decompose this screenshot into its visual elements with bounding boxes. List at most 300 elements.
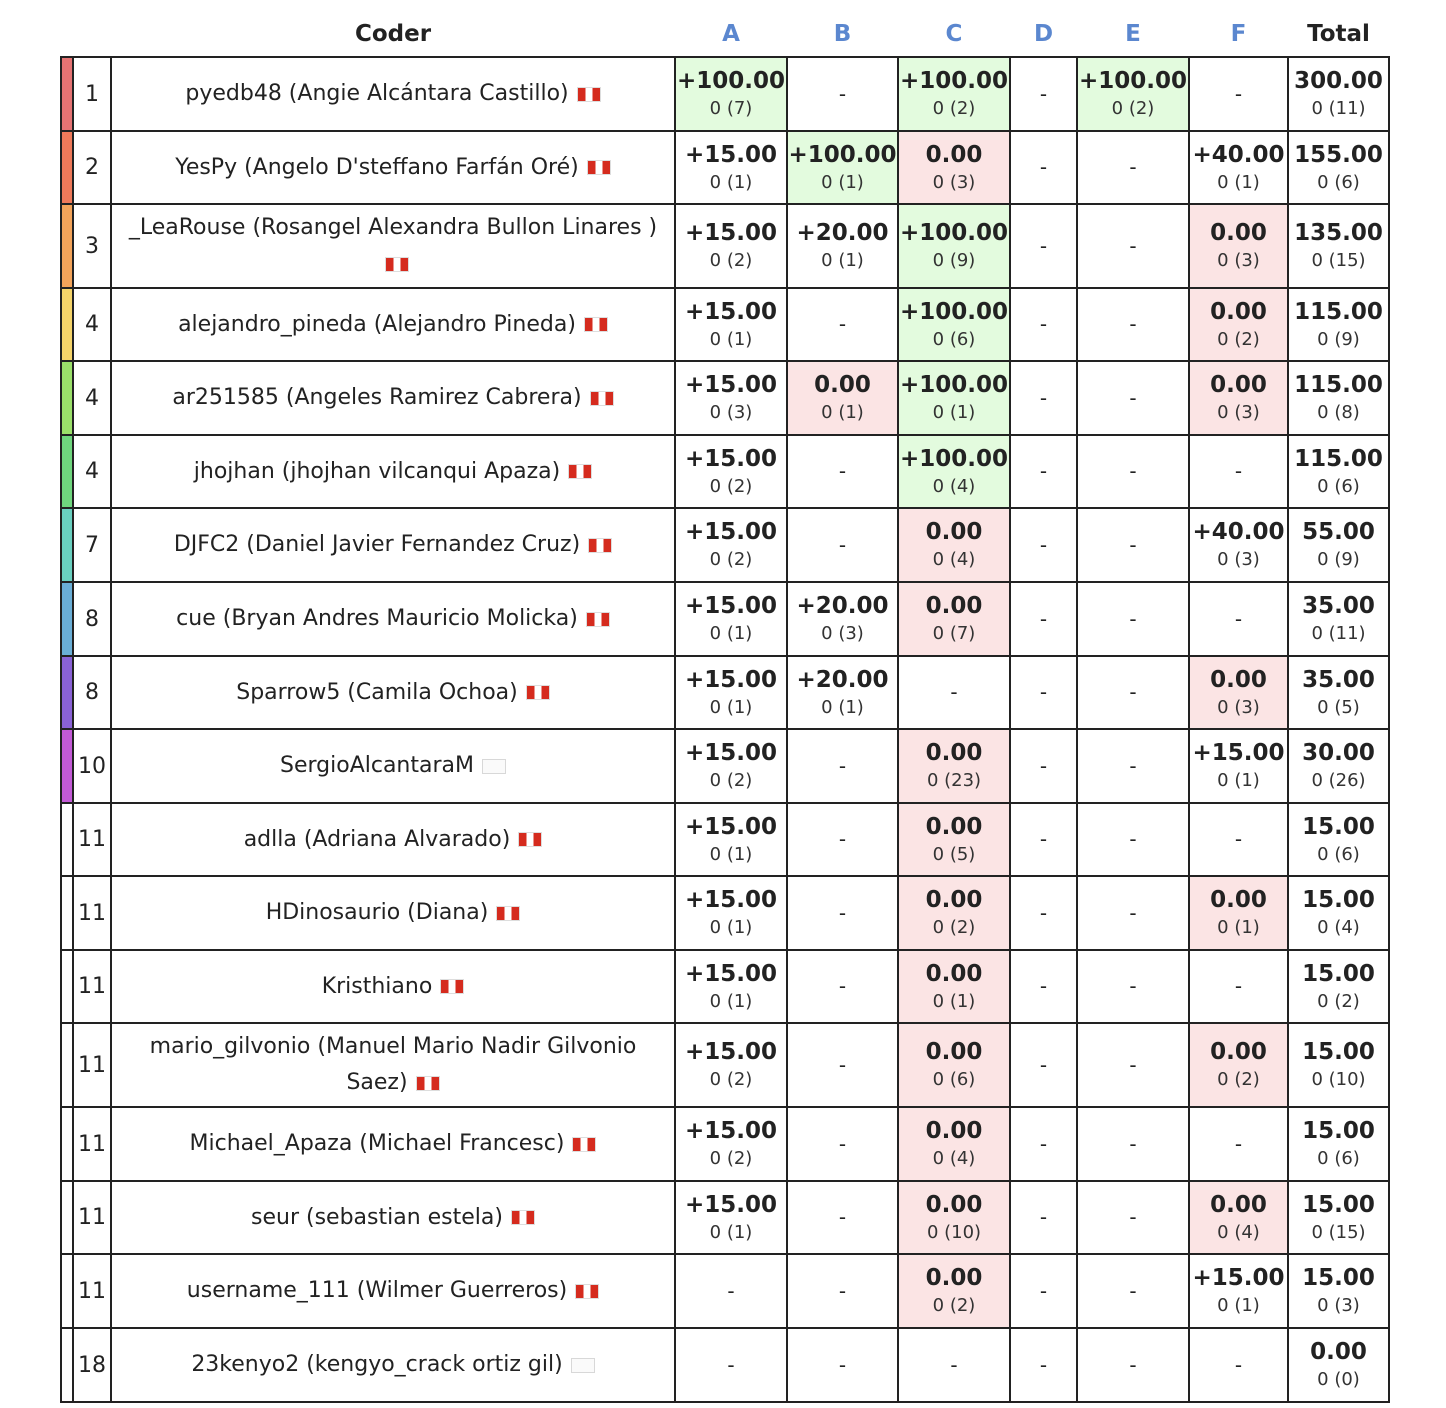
problem-attempts: 0 (1) (821, 696, 864, 718)
no-attempt-dash: - (1129, 1205, 1137, 1229)
problem-attempts: 0 (2) (709, 1148, 753, 1169)
total-score: 15.00 (1302, 887, 1375, 913)
problem-e-cell (1077, 876, 1189, 950)
problem-score: +15.00 (684, 1039, 778, 1065)
problem-attempts: 0 (1) (821, 171, 864, 193)
problem-c-cell[interactable] (898, 582, 1010, 656)
problem-a-cell[interactable] (675, 1181, 787, 1254)
problem-b-cell[interactable] (787, 656, 898, 729)
total-attempts: 0 (6) (1317, 171, 1360, 193)
problem-f-cell (1189, 803, 1288, 876)
problem-c-cell[interactable] (898, 508, 1010, 582)
problem-score: +15.00 (684, 220, 778, 246)
total-cell (1288, 1107, 1389, 1181)
coder-cell (111, 1254, 675, 1328)
no-attempt-dash: - (838, 81, 847, 106)
no-attempt-dash: - (1039, 974, 1048, 998)
problem-attempts: 0 (2) (932, 1295, 976, 1316)
no-attempt-dash: - (838, 974, 847, 998)
problem-e-cell (1077, 803, 1189, 876)
problem-attempts: 0 (2) (709, 475, 753, 497)
total-attempts: 0 (2) (1317, 990, 1360, 1012)
total-attempts: 0 (10) (1311, 1069, 1366, 1090)
problem-f-cell[interactable] (1189, 729, 1288, 803)
no-attempt-dash: - (1039, 1352, 1048, 1377)
rank-cell: 11 (73, 876, 111, 950)
problem-c-cell[interactable] (898, 1023, 1010, 1107)
rank-cell: 11 (73, 1023, 111, 1107)
total-score: 15.00 (1302, 1191, 1375, 1218)
coder-name-link[interactable]: YesPy (Angelo D'steffano Farfán Oré) (175, 154, 579, 180)
coder-cell (111, 131, 675, 204)
problem-b-cell[interactable] (787, 204, 898, 288)
rank-cell: 8 (73, 582, 111, 656)
problem-c-cell[interactable] (898, 288, 1010, 361)
problem-score: 0.00 (1210, 1191, 1267, 1218)
no-attempt-dash: - (1039, 827, 1048, 851)
problem-d-header[interactable]: D (1033, 21, 1054, 47)
no-attempt-dash: - (838, 827, 847, 851)
no-attempt-dash: - (727, 1352, 735, 1377)
no-attempt-dash: - (1039, 532, 1048, 557)
problem-a-cell[interactable] (675, 131, 787, 204)
peru-flag-icon (584, 317, 608, 332)
coder-name-link[interactable]: DJFC2 (Daniel Javier Fernandez Cruz) (173, 532, 581, 557)
table-row (61, 1107, 1389, 1181)
problem-e-cell (1077, 131, 1189, 204)
coder-name-link[interactable]: Michael_Apaza (Michael Francesc) (189, 1131, 565, 1156)
problem-a-cell[interactable] (675, 508, 787, 582)
peru-flag-icon (526, 685, 550, 700)
problem-f-cell[interactable] (1189, 1023, 1288, 1107)
no-attempt-dash: - (1039, 459, 1048, 483)
problem-score: +100.00 (899, 298, 1009, 325)
problem-attempts: 0 (6) (932, 328, 976, 350)
problem-attempts: 0 (3) (1217, 549, 1260, 570)
no-attempt-dash: - (838, 1052, 847, 1077)
problem-f-cell (1189, 435, 1288, 508)
problem-attempts: 0 (4) (932, 549, 976, 570)
problem-f-cell[interactable] (1189, 1254, 1288, 1328)
problem-a-cell (675, 1254, 787, 1328)
no-attempt-dash: - (950, 1352, 958, 1377)
total-score: 15.00 (1302, 960, 1375, 987)
problem-b-cell (787, 803, 898, 876)
no-attempt-dash: - (838, 1352, 847, 1377)
peru-flag-icon (572, 1137, 596, 1152)
problem-attempts: 0 (1) (709, 328, 753, 350)
problem-b-header[interactable]: B (833, 21, 852, 47)
peru-flag-icon (588, 538, 612, 553)
no-attempt-dash: - (1129, 459, 1137, 483)
problem-d-cell (1010, 508, 1077, 582)
problem-c-cell (898, 1328, 1010, 1402)
problem-attempts: 0 (3) (1217, 402, 1260, 423)
no-attempt-dash: - (1129, 900, 1137, 925)
problem-e-cell (1077, 950, 1189, 1023)
coder-name-link[interactable]: pyedb48 (Angie Alcántara Castillo) (185, 81, 569, 106)
coder-name-link[interactable]: mario_gilvonio (Manuel Mario Nadir Gilvonio Saez) (149, 1034, 637, 1095)
rank-color-bar (61, 204, 73, 288)
rank-color-bar (61, 1181, 73, 1254)
no-attempt-dash: - (838, 753, 847, 778)
rank-cell: 4 (73, 361, 111, 435)
problem-d-cell (1010, 950, 1077, 1023)
table-row (61, 729, 1389, 803)
problem-score: 0.00 (1210, 372, 1267, 398)
rank-cell: 10 (73, 729, 111, 803)
total-attempts: 0 (9) (1317, 549, 1360, 570)
coder-name-link[interactable]: seur (sebastian estela) (251, 1204, 503, 1230)
problem-score: 0.00 (1210, 1039, 1267, 1065)
problem-score: +15.00 (684, 1118, 778, 1144)
problem-c-cell[interactable] (898, 729, 1010, 803)
no-attempt-dash: - (838, 459, 847, 483)
problem-b-cell[interactable] (787, 131, 898, 204)
problem-a-cell[interactable] (675, 950, 787, 1023)
no-attempt-dash: - (1234, 827, 1243, 851)
coder-cell (111, 876, 675, 950)
no-attempt-dash: - (838, 1131, 847, 1156)
problem-attempts: 0 (1) (1217, 770, 1260, 791)
problem-attempts: 0 (1) (709, 623, 753, 644)
problem-attempts: 0 (2) (932, 917, 976, 938)
problem-c-cell[interactable] (898, 204, 1010, 288)
problem-b-cell (787, 508, 898, 582)
problem-b-cell (787, 950, 898, 1023)
coder-name-link[interactable]: Sparrow5 (Camila Ochoa) (236, 679, 518, 705)
problem-d-cell (1010, 1328, 1077, 1402)
problem-b-cell (787, 1107, 898, 1181)
problem-attempts: 0 (1) (821, 402, 864, 423)
problem-score: +100.00 (899, 220, 1009, 246)
problem-f-cell[interactable] (1189, 508, 1288, 582)
no-attempt-dash: - (727, 1278, 735, 1303)
table-row (61, 361, 1389, 435)
problem-attempts: 0 (2) (709, 770, 753, 791)
problem-a-cell[interactable] (675, 1023, 787, 1107)
problem-attempts: 0 (5) (932, 843, 976, 865)
no-attempt-dash: - (1234, 459, 1243, 483)
coder-name-link[interactable]: cue (Bryan Andres Mauricio Molicka) (176, 606, 578, 631)
no-attempt-dash: - (1129, 312, 1137, 336)
no-attempt-dash: - (838, 312, 847, 336)
problem-score: +15.00 (684, 372, 778, 398)
problem-a-cell[interactable] (675, 435, 787, 508)
problem-score: +20.00 (796, 666, 889, 693)
problem-f-header[interactable]: F (1230, 21, 1247, 47)
problem-e-cell (1077, 656, 1189, 729)
problem-attempts: 0 (1) (709, 917, 753, 938)
problem-e-header[interactable]: E (1125, 21, 1141, 47)
problem-score: +15.00 (1192, 740, 1285, 766)
no-attempt-dash: - (838, 1278, 847, 1303)
coder-name-link[interactable]: _LeaRouse (Rosangel Alexandra Bullon Linares ) (128, 215, 658, 240)
problem-e-cell[interactable] (1077, 57, 1189, 131)
rank-cell: 11 (73, 803, 111, 876)
coder-name-link[interactable]: Kristhiano (321, 973, 433, 999)
total-cell (1288, 57, 1389, 131)
problem-score: 0.00 (925, 519, 983, 545)
table-row (61, 435, 1389, 508)
problem-score: +100.00 (899, 445, 1009, 472)
problem-a-cell[interactable] (675, 288, 787, 361)
coder-name-link[interactable]: 23kenyo2 (kengyo_crack ortiz gil) (191, 1352, 563, 1377)
peru-flag-icon (511, 1210, 535, 1225)
total-cell (1288, 1254, 1389, 1328)
problem-c-cell[interactable] (898, 361, 1010, 435)
table-row (61, 1181, 1389, 1254)
total-attempts: 0 (11) (1311, 623, 1366, 644)
problem-c-cell[interactable] (898, 876, 1010, 950)
problem-attempts: 0 (7) (932, 623, 976, 644)
total-header: Total (1307, 21, 1370, 47)
problem-score: 0.00 (925, 1191, 983, 1218)
problem-a-header[interactable]: A (722, 21, 740, 47)
table-row (61, 803, 1389, 876)
problem-attempts: 0 (2) (709, 549, 753, 570)
no-attempt-dash: - (1234, 1131, 1243, 1156)
problem-score: +15.00 (684, 887, 778, 913)
rank-color-bar (61, 950, 73, 1023)
problem-score: +15.00 (684, 519, 778, 545)
problem-score: 0.00 (925, 887, 983, 913)
total-score: 35.00 (1302, 593, 1375, 619)
total-score: 35.00 (1302, 666, 1375, 693)
total-cell (1288, 876, 1389, 950)
problem-d-cell (1010, 729, 1077, 803)
problem-score: +15.00 (684, 960, 778, 987)
problem-f-cell[interactable] (1189, 204, 1288, 288)
total-score: 115.00 (1294, 372, 1383, 398)
table-row (61, 57, 1389, 131)
problem-attempts: 0 (4) (932, 1148, 976, 1169)
problem-attempts: 0 (1) (932, 402, 976, 423)
problem-f-cell[interactable] (1189, 876, 1288, 950)
rank-color-bar (61, 1328, 73, 1402)
problem-score: +40.00 (1192, 141, 1285, 168)
coder-cell (111, 803, 675, 876)
problem-score: +15.00 (684, 740, 778, 766)
problem-a-cell[interactable] (675, 803, 787, 876)
problem-attempts: 0 (10) (926, 1221, 982, 1243)
no-attempt-dash: - (838, 900, 847, 925)
total-score: 15.00 (1302, 813, 1375, 840)
coder-cell (111, 508, 675, 582)
rank-cell: 18 (73, 1328, 111, 1402)
problem-b-cell[interactable] (787, 582, 898, 656)
no-attempt-dash: - (1129, 1131, 1137, 1156)
total-attempts: 0 (15) (1311, 250, 1366, 271)
problem-a-cell[interactable] (675, 361, 787, 435)
peru-flag-icon (587, 160, 611, 175)
problem-d-cell (1010, 582, 1077, 656)
no-attempt-dash: - (950, 680, 958, 704)
problem-c-cell[interactable] (898, 1254, 1010, 1328)
problem-b-cell (787, 876, 898, 950)
rank-color-bar (61, 131, 73, 204)
problem-a-cell[interactable] (675, 1107, 787, 1181)
problem-c-cell[interactable] (898, 1181, 1010, 1254)
total-attempts: 0 (3) (1317, 1295, 1360, 1316)
coder-name-link[interactable]: HDinosaurio (Diana) (265, 900, 489, 925)
total-attempts: 0 (8) (1317, 402, 1360, 423)
table-row (61, 508, 1389, 582)
problem-score: +20.00 (796, 593, 889, 619)
total-attempts: 0 (0) (1317, 1369, 1360, 1390)
peru-flag-icon (586, 612, 610, 627)
peru-flag-icon (577, 87, 601, 102)
total-score: 115.00 (1294, 445, 1383, 472)
problem-e-cell (1077, 1181, 1189, 1254)
problem-e-cell (1077, 361, 1189, 435)
coder-name-link[interactable]: jhojhan (jhojhan vilcanqui Apaza) (193, 458, 561, 484)
problem-f-cell[interactable] (1189, 656, 1288, 729)
problem-attempts: 0 (1) (709, 990, 753, 1012)
problem-e-cell (1077, 204, 1189, 288)
problem-c-cell[interactable] (898, 131, 1010, 204)
problem-score: +15.00 (684, 666, 778, 693)
table-row (61, 950, 1389, 1023)
coder-name-link[interactable]: SergioAlcantaraM (280, 753, 474, 778)
problem-attempts: 0 (1) (1217, 171, 1260, 193)
total-score: 135.00 (1294, 220, 1383, 246)
coder-header[interactable]: Coder (354, 21, 432, 47)
problem-f-cell[interactable] (1189, 1181, 1288, 1254)
problem-d-cell (1010, 1023, 1077, 1107)
problem-attempts: 0 (4) (932, 475, 976, 497)
problem-a-cell[interactable] (675, 582, 787, 656)
problem-attempts: 0 (9) (932, 250, 976, 271)
problem-a-cell[interactable] (675, 57, 787, 131)
problem-d-cell (1010, 288, 1077, 361)
rank-color-bar (61, 1107, 73, 1181)
problem-score: 0.00 (925, 1039, 983, 1065)
problem-attempts: 0 (1) (709, 1221, 753, 1243)
coder-name-link[interactable]: alejandro_pineda (Alejandro Pineda) (178, 311, 576, 337)
no-attempt-dash: - (1039, 312, 1048, 336)
coder-cell (111, 57, 675, 131)
problem-score: 0.00 (925, 740, 983, 766)
problem-c-header[interactable]: C (945, 21, 963, 47)
total-attempts: 0 (15) (1311, 1221, 1366, 1243)
coder-name-link[interactable]: username_111 (Wilmer Guerreros) (186, 1278, 568, 1303)
coder-name-link[interactable]: ar251585 (Angeles Ramirez Cabrera) (172, 385, 582, 410)
problem-attempts: 0 (3) (821, 623, 864, 644)
problem-a-cell[interactable] (675, 729, 787, 803)
problem-b-cell (787, 288, 898, 361)
total-score: 115.00 (1294, 298, 1383, 325)
problem-c-cell[interactable] (898, 435, 1010, 508)
no-attempt-dash: - (1039, 1131, 1048, 1156)
problem-d-cell (1010, 1181, 1077, 1254)
standings-table (60, 12, 1390, 1403)
table-row (61, 582, 1389, 656)
problem-f-cell (1189, 1328, 1288, 1402)
problem-c-cell[interactable] (898, 1107, 1010, 1181)
problem-c-cell[interactable] (898, 57, 1010, 131)
problem-d-cell (1010, 57, 1077, 131)
problem-a-cell[interactable] (675, 656, 787, 729)
problem-e-cell (1077, 1107, 1189, 1181)
rank-color-bar (61, 729, 73, 803)
rank-cell: 3 (73, 204, 111, 288)
no-attempt-dash: - (838, 532, 847, 557)
no-attempt-dash: - (1039, 680, 1048, 704)
problem-f-cell[interactable] (1189, 361, 1288, 435)
problem-score: 0.00 (925, 1265, 983, 1291)
problem-attempts: 0 (1) (821, 250, 864, 271)
rank-cell: 4 (73, 435, 111, 508)
problem-e-cell (1077, 508, 1189, 582)
problem-score: 0.00 (925, 960, 983, 987)
problem-f-cell[interactable] (1189, 131, 1288, 204)
problem-attempts: 0 (23) (926, 770, 982, 791)
problem-b-cell[interactable] (787, 361, 898, 435)
no-attempt-dash: - (1234, 606, 1243, 631)
total-cell (1288, 950, 1389, 1023)
total-attempts: 0 (5) (1317, 696, 1360, 718)
problem-score: 0.00 (1210, 887, 1267, 913)
problem-f-cell[interactable] (1189, 288, 1288, 361)
peru-flag-icon (518, 832, 542, 847)
table-row (61, 131, 1389, 204)
problem-b-cell (787, 435, 898, 508)
problem-score: +15.00 (684, 1191, 778, 1218)
problem-score: +15.00 (684, 141, 778, 168)
total-score: 300.00 (1294, 68, 1383, 94)
problem-d-cell (1010, 204, 1077, 288)
total-score: 15.00 (1302, 1039, 1375, 1065)
rank-cell: 11 (73, 1181, 111, 1254)
no-attempt-dash: - (1234, 974, 1243, 998)
problem-attempts: 0 (2) (709, 1069, 753, 1090)
coder-name-link[interactable]: adlla (Adriana Alvarado) (243, 826, 511, 852)
peru-flag-icon (590, 391, 614, 406)
problem-attempts: 0 (1) (932, 990, 976, 1012)
total-score: 0.00 (1310, 1339, 1367, 1365)
total-score: 155.00 (1294, 141, 1383, 168)
coder-cell (111, 288, 675, 361)
no-attempt-dash: - (1039, 606, 1048, 631)
problem-e-cell (1077, 288, 1189, 361)
problem-c-cell[interactable] (898, 950, 1010, 1023)
bar-header (61, 12, 73, 57)
problem-score: 0.00 (925, 813, 983, 840)
problem-attempts: 0 (3) (1217, 696, 1260, 718)
total-attempts: 0 (6) (1317, 843, 1360, 865)
header-row (61, 12, 1389, 57)
total-cell (1288, 131, 1389, 204)
coder-cell (111, 1181, 675, 1254)
problem-d-cell (1010, 361, 1077, 435)
problem-c-cell[interactable] (898, 803, 1010, 876)
peru-flag-icon (568, 464, 592, 479)
no-attempt-dash: - (838, 1205, 847, 1229)
problem-d-cell (1010, 131, 1077, 204)
no-attempt-dash: - (1129, 1352, 1137, 1377)
no-attempt-dash: - (1129, 532, 1137, 557)
total-score: 15.00 (1302, 1118, 1375, 1144)
no-attempt-dash: - (1129, 155, 1137, 179)
rank-color-bar (61, 508, 73, 582)
problem-d-cell (1010, 803, 1077, 876)
coder-cell (111, 1023, 675, 1107)
problem-a-cell[interactable] (675, 876, 787, 950)
problem-a-cell[interactable] (675, 204, 787, 288)
problem-score: +15.00 (684, 298, 778, 325)
total-attempts: 0 (11) (1311, 98, 1366, 119)
